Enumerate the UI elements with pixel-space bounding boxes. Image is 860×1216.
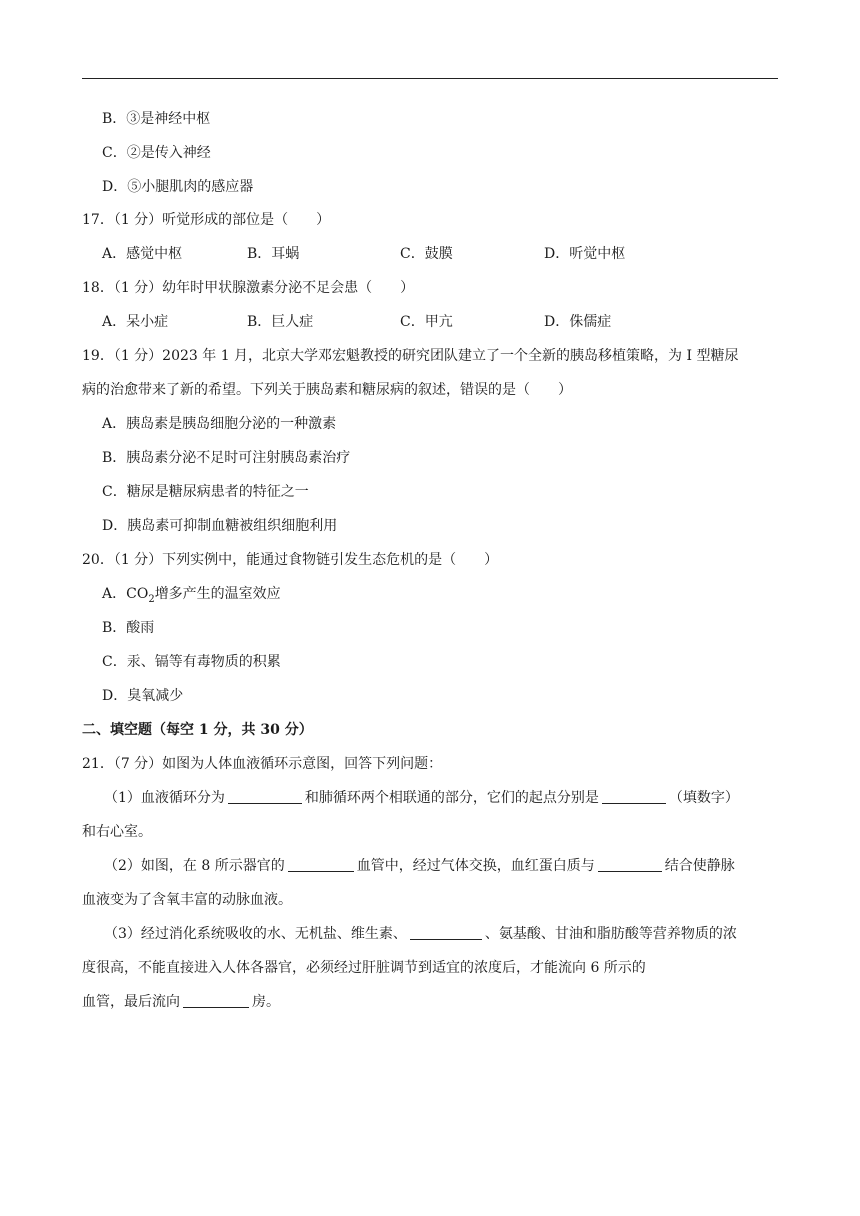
section-heading: 二、填空题（每空 1 分，共 30 分） bbox=[82, 722, 313, 738]
q21-part2-line2: 血液变为了含氧丰富的动脉血液。 bbox=[82, 892, 292, 908]
q21-p3-text-d: 血管，最后流向 bbox=[82, 994, 180, 1010]
q21-p2-text-a: （2）如图，在 8 所示器官的 bbox=[104, 858, 285, 874]
q21-p1-text-c: （填数字） bbox=[668, 790, 739, 806]
q20-option-a-prefix: A．CO bbox=[102, 586, 149, 602]
q20-stem: 20．（1 分）下列实例中，能通过食物链引发生态危机的是（ ） bbox=[82, 552, 499, 568]
q21-part3-line3 bbox=[82, 992, 280, 1012]
q18-stem: 18．（1 分）幼年时甲状腺激素分泌不足会患（ ） bbox=[82, 280, 415, 296]
q21-p3-text-e: 房。 bbox=[252, 994, 280, 1010]
q19-stem-line2: 病的治愈带来了新的希望。下列关于胰岛素和糖尿病的叙述，错误的是（ ） bbox=[82, 382, 572, 398]
q17-stem: 17．（1 分）听觉形成的部位是（ ） bbox=[82, 212, 331, 228]
q20-option-b: B．酸雨 bbox=[102, 620, 155, 636]
q19-option-d: D．胰岛素可抑制血糖被组织细胞利用 bbox=[102, 518, 338, 534]
q20-option-c: C．汞、镉等有毒物质的积累 bbox=[102, 654, 281, 670]
q20-option-a-subscript: 2 bbox=[148, 593, 155, 605]
q18-options bbox=[102, 312, 762, 332]
answer-blank-6[interactable] bbox=[183, 993, 249, 1008]
q18-option-c: C．甲亢 bbox=[400, 314, 453, 330]
q21-p2-text-c: 结合使静脉 bbox=[664, 858, 735, 874]
q19-option-c: C．糖尿是糖尿病患者的特征之一 bbox=[102, 484, 309, 500]
q21-p2-text-b: 血管中，经过气体交换，血红蛋白质与 bbox=[356, 858, 595, 874]
q21-part3-line2: 度很高，不能直接进入人体各器官，必须经过肝脏调节到适宜的浓度后，才能流向 6 所示的 bbox=[82, 960, 646, 976]
answer-blank-2[interactable] bbox=[602, 789, 666, 804]
q20-option-a bbox=[102, 584, 281, 610]
q19-option-a: A．胰岛素是胰岛细胞分泌的一种激素 bbox=[102, 416, 337, 432]
answer-blank-1[interactable] bbox=[228, 789, 302, 804]
q21-part3-line1 bbox=[104, 924, 737, 944]
answer-blank-3[interactable] bbox=[288, 857, 354, 872]
q21-stem: 21．（7 分）如图为人体血液循环示意图，回答下列问题： bbox=[82, 756, 443, 772]
q21-p3-text-b: 、氨基酸、甘油和脂肪酸等营养物质的浓 bbox=[484, 926, 737, 942]
q21-p1-text-a: （1）血液循环分为 bbox=[104, 790, 225, 806]
q17-option-a: A．感觉中枢 bbox=[102, 246, 183, 262]
q18-option-a: A．呆小症 bbox=[102, 314, 169, 330]
q18-option-b: B．巨人症 bbox=[247, 314, 314, 330]
answer-blank-4[interactable] bbox=[598, 857, 662, 872]
q16-option-b: B．③是神经中枢 bbox=[102, 111, 211, 127]
q17-options bbox=[102, 244, 762, 264]
answer-blank-5[interactable] bbox=[410, 925, 482, 940]
q21-part1-line1 bbox=[104, 788, 739, 808]
q20-option-d: D．臭氧减少 bbox=[102, 688, 184, 704]
q20-option-a-suffix: 增多产生的温室效应 bbox=[154, 586, 281, 602]
header-rule bbox=[82, 78, 778, 79]
q18-option-d: D．侏儒症 bbox=[544, 314, 612, 330]
q21-part2-line1 bbox=[104, 856, 735, 876]
q21-p3-text-a: （3）经过消化系统吸收的水、无机盐、维生素、 bbox=[104, 926, 407, 942]
q16-option-d: D．⑤小腿肌肉的感应器 bbox=[102, 179, 254, 195]
q21-part1-line2: 和右心室。 bbox=[82, 824, 152, 840]
q19-option-b: B．胰岛素分泌不足时可注射胰岛素治疗 bbox=[102, 450, 351, 466]
q21-p1-text-b: 和肺循环两个相联通的部分，它们的起点分别是 bbox=[304, 790, 599, 806]
q17-option-b: B．耳蜗 bbox=[247, 246, 300, 262]
q17-option-d: D．听觉中枢 bbox=[544, 246, 626, 262]
q16-option-c: C．②是传入神经 bbox=[102, 145, 211, 161]
q19-stem-line1: 19．（1 分）2023 年 1 月，北京大学邓宏魁教授的研究团队建立了一个全新的胰岛移植策略，为 I 型糖尿 bbox=[82, 348, 739, 364]
q17-option-c: C．鼓膜 bbox=[400, 246, 453, 262]
